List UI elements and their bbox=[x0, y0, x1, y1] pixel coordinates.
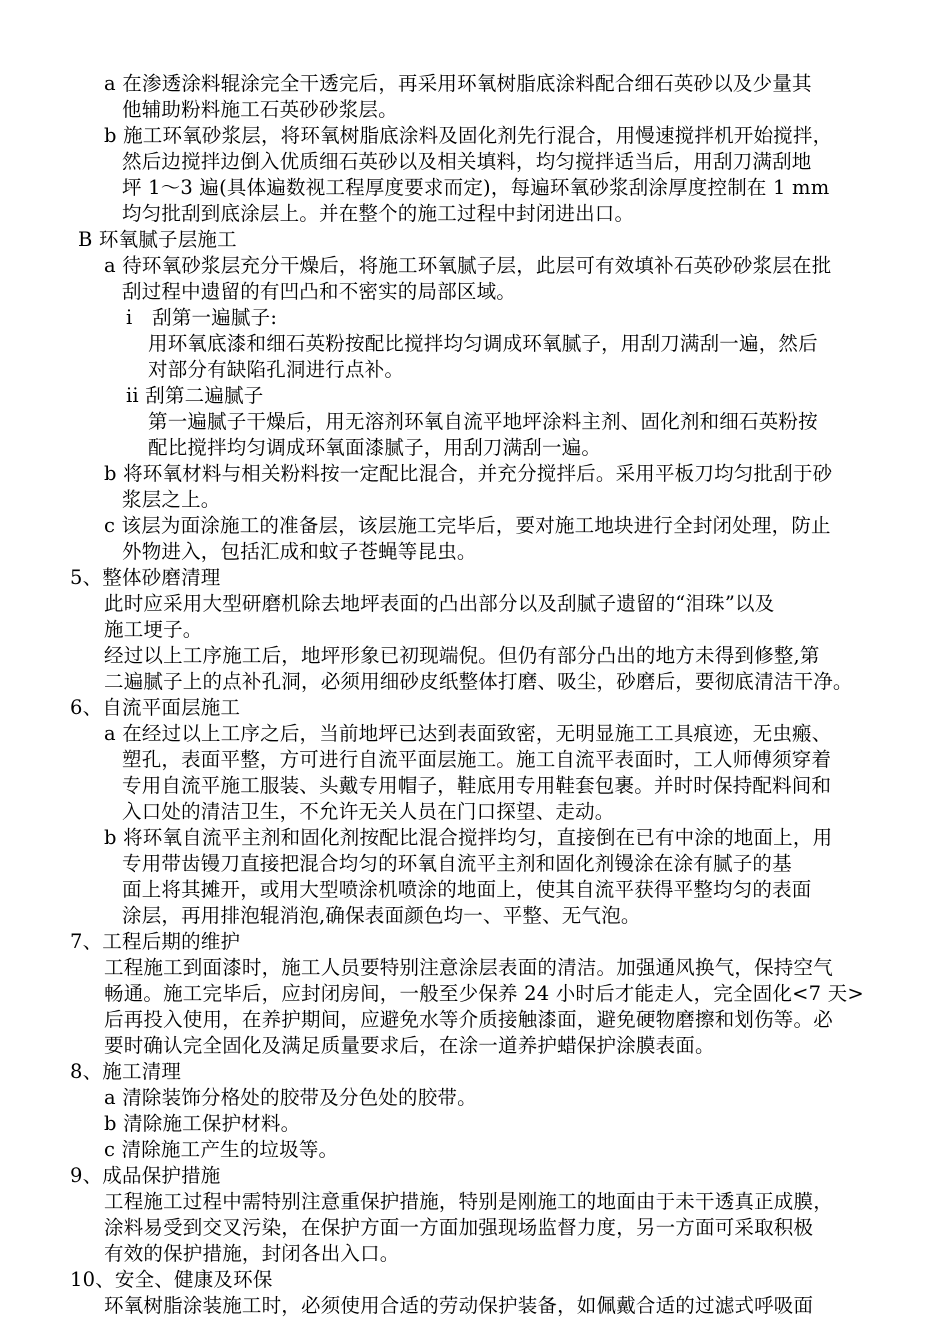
text-line: ii 刮第二遍腻子 bbox=[126, 384, 264, 407]
text-line: i 刮第一遍腻子: bbox=[126, 306, 278, 329]
section-heading: 10、安全、健康及环保 bbox=[70, 1268, 273, 1291]
text-line: b 施工环氧砂浆层，将环氧树脂底涂料及固化剂先行混合，用慢速搅拌机开始搅拌， bbox=[104, 124, 833, 147]
text-line: 此时应采用大型研磨机除去地坪表面的凸出部分以及刮腻子遗留的“泪珠”以及 bbox=[104, 592, 775, 615]
text-line: 刮过程中遗留的有凹凸和不密实的局部区域。 bbox=[122, 280, 517, 303]
text-line: 工程施工过程中需特别注意重保护措施，特别是刚施工的地面由于未干透真正成膜， bbox=[104, 1190, 833, 1213]
text-line: 面上将其摊开，或用大型喷涂机喷涂的地面上，使其自流平获得平整均匀的表面 bbox=[122, 878, 812, 901]
text-line: 涂层，再用排泡辊消泡,确保表面颜色均一、平整、无气泡。 bbox=[122, 904, 641, 927]
text-line: 经过以上工序施工后，地坪形象已初现端倪。但仍有部分凸出的地方未得到修整,第 bbox=[104, 644, 820, 667]
text-line: b 将环氧材料与相关粉料按一定配比混合，并充分搅拌后。采用平板刀均匀批刮于砂 bbox=[104, 462, 833, 485]
text-line: 用环氧底漆和细石英粉按配比搅拌均匀调成环氧腻子，用刮刀满刮一遍，然后 bbox=[148, 332, 818, 355]
text-line: b 将环氧自流平主剂和固化剂按配比混合搅拌均匀，直接倒在已有中涂的地面上，用 bbox=[104, 826, 833, 849]
text-line: 环氧树脂涂装施工时，必须使用合适的劳动保护装备，如佩戴合适的过滤式呼吸面 bbox=[104, 1294, 814, 1317]
text-line: 要时确认完全固化及满足质量要求后，在涂一道养护蜡保护涂膜表面。 bbox=[104, 1034, 715, 1057]
text-line: a 清除装饰分格处的胶带及分色处的胶带。 bbox=[104, 1086, 477, 1109]
text-line: 专用带齿镘刀直接把混合均匀的环氧自流平主剂和固化剂镘涂在涂有腻子的基 bbox=[122, 852, 792, 875]
text-line: 后再投入使用，在养护期间，应避免水等介质接触漆面，避免硬物磨擦和划伤等。必 bbox=[104, 1008, 833, 1031]
text-line: 他辅助粉料施工石英砂砂浆层。 bbox=[122, 98, 398, 121]
text-line: 涂料易受到交叉污染，在保护方面一方面加强现场监督力度，另一方面可采取积极 bbox=[104, 1216, 814, 1239]
section-heading: 5、整体砂磨清理 bbox=[70, 566, 221, 589]
text-line: 施工埂子。 bbox=[104, 618, 203, 641]
text-line: 配比搅拌均匀调成环氧面漆腻子，用刮刀满刮一遍。 bbox=[148, 436, 602, 459]
text-line: 然后边搅拌边倒入优质细石英砂以及相关填料，均匀搅拌适当后，用刮刀满刮地 bbox=[122, 150, 812, 173]
section-heading: 9、成品保护措施 bbox=[70, 1164, 221, 1187]
text-line: 工程施工到面漆时，施工人员要特别注意涂层表面的清洁。加强通风换气，保持空气 bbox=[104, 956, 833, 979]
section-heading: 7、工程后期的维护 bbox=[70, 930, 241, 953]
text-line: 有效的保护措施，封闭各出入口。 bbox=[104, 1242, 400, 1265]
text-line: 入口处的清洁卫生，不允许无关人员在门口探望、走动。 bbox=[122, 800, 615, 823]
text-line: a 在渗透涂料辊涂完全干透完后，再采用环氧树脂底涂料配合细石英砂以及少量其 bbox=[104, 72, 812, 95]
text-line: 对部分有缺陷孔洞进行点补。 bbox=[148, 358, 405, 381]
text-line: 二遍腻子上的点补孔洞，必须用细砂皮纸整体打磨、吸尘，砂磨后，要彻底清洁干净。 bbox=[104, 670, 853, 693]
text-line: 坪 1～3 遍(具体遍数视工程厚度要求而定)，每遍环氧砂浆刮涂厚度控制在 1 mm bbox=[122, 176, 830, 199]
text-line: 专用自流平施工服装、头戴专用帽子，鞋底用专用鞋套包裹。并时时保持配料间和 bbox=[122, 774, 832, 797]
text-line: 均匀批刮到底涂层上。并在整个的施工过程中封闭进出口。 bbox=[122, 202, 635, 225]
text-line: a 待环氧砂浆层充分干燥后，将施工环氧腻子层，此层可有效填补石英砂砂浆层在批 bbox=[104, 254, 832, 277]
text-line: 第一遍腻子干燥后，用无溶剂环氧自流平地坪涂料主剂、固化剂和细石英粉按 bbox=[148, 410, 818, 433]
section-heading: 6、自流平面层施工 bbox=[70, 696, 241, 719]
text-line: 外物进入，包括汇成和蚊子苍蝇等昆虫。 bbox=[122, 540, 477, 563]
section-heading: 8、施工清理 bbox=[70, 1060, 182, 1083]
text-line: a 在经过以上工序之后，当前地坪已达到表面致密，无明显施工工具痕迹，无虫瘢、 bbox=[104, 722, 832, 745]
section-heading: B 环氧腻子层施工 bbox=[78, 228, 237, 251]
text-line: c 该层为面涂施工的准备层，该层施工完毕后，要对施工地块进行全封闭处理，防止 bbox=[104, 514, 831, 537]
text-line: c 清除施工产生的垃圾等。 bbox=[104, 1138, 339, 1161]
text-line: b 清除施工保护材料。 bbox=[104, 1112, 301, 1135]
text-line: 浆层之上。 bbox=[122, 488, 221, 511]
text-line: 塑孔，表面平整，方可进行自流平面层施工。施工自流平表面时，工人师傅须穿着 bbox=[122, 748, 832, 771]
text-line: 畅通。施工完毕后，应封闭房间，一般至少保养 24 小时后才能走人，完全固化<7 天> bbox=[104, 982, 864, 1005]
